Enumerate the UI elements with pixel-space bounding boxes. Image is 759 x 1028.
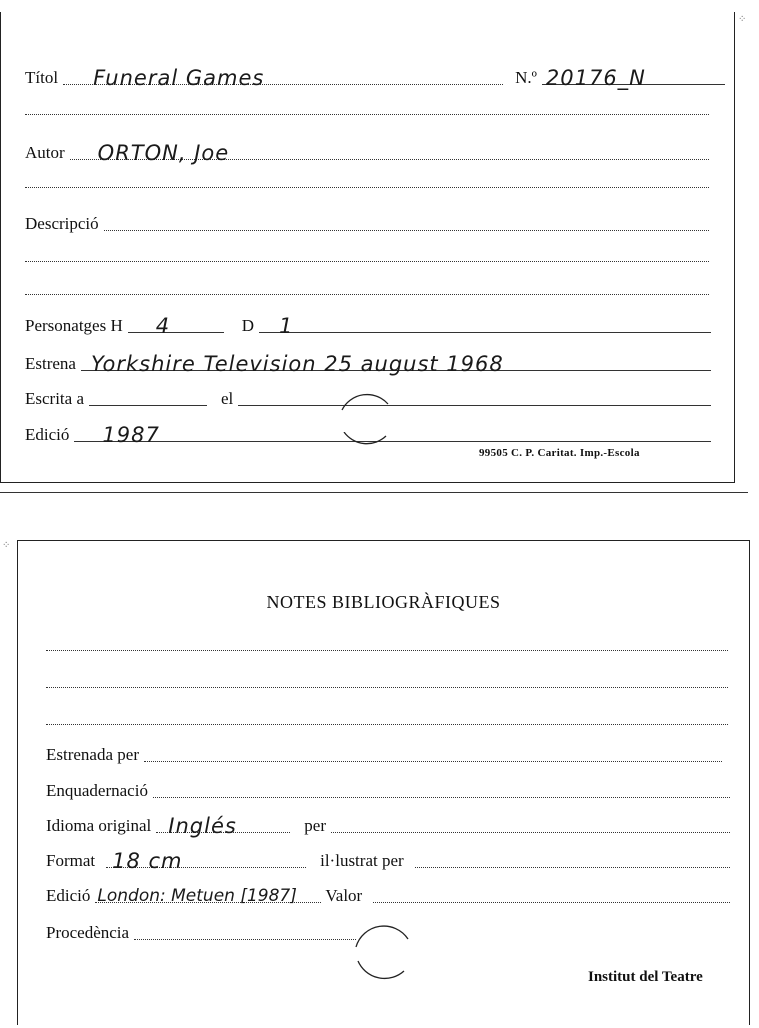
personatges-h-line <box>128 314 224 338</box>
procedencia-row <box>46 923 356 943</box>
autor-label: Autor <box>25 143 65 162</box>
autor-value: ORTON, Joe <box>97 141 230 165</box>
titol-value: Funeral Games <box>93 66 265 90</box>
enquadernacio-row <box>46 781 730 801</box>
format-value: 18 cm <box>112 849 183 873</box>
catalog-card-top <box>0 12 735 483</box>
titol-line <box>63 66 503 90</box>
separator-rule <box>0 492 748 493</box>
notes-line-1 <box>46 650 728 651</box>
autor-line <box>70 141 709 165</box>
valor-line <box>373 888 730 903</box>
corner-speck: ⁘ <box>738 14 747 25</box>
per-line <box>331 818 730 833</box>
estrenada-row <box>46 745 722 765</box>
estrena-value: Yorkshire Television 25 august 1968 <box>90 352 504 376</box>
edicio-bottom-label: Edició <box>46 886 91 905</box>
printer-imprint: 99505 C. P. Caritat. Imp.-Escola <box>479 447 640 459</box>
titol-extra-line <box>25 114 709 115</box>
format-row <box>46 851 730 871</box>
format-line <box>106 849 306 873</box>
notes-line-3 <box>46 724 728 725</box>
edicio-bottom-row <box>46 886 730 906</box>
autor-extra-line <box>25 187 709 188</box>
idioma-row <box>46 816 730 836</box>
escrita-line <box>89 391 207 406</box>
illustrat-line <box>415 853 730 868</box>
d-label: D <box>241 316 255 335</box>
descripcio-label: Descripció <box>25 214 99 233</box>
el-label: el <box>221 389 234 408</box>
card-hole-mark-bottom <box>350 917 414 983</box>
personatges-d-line <box>259 314 711 338</box>
descripcio-line <box>104 216 709 231</box>
procedencia-label: Procedència <box>46 923 130 942</box>
el-line <box>238 391 711 406</box>
estrena-label: Estrena <box>25 354 76 373</box>
titol-row <box>25 68 725 88</box>
edicio-value: 1987 <box>102 423 160 447</box>
personatges-label: Personatges H <box>25 316 123 335</box>
corner-speck-2: ⁘ <box>2 540 11 551</box>
idioma-label: Idioma original <box>46 816 152 835</box>
idioma-line <box>156 814 290 838</box>
notes-line-2 <box>46 687 728 688</box>
num-value: 20176_N <box>545 66 646 90</box>
illustrat-label: il·lustrat per <box>320 851 404 870</box>
descripcio-row <box>25 214 709 234</box>
autor-row <box>25 143 709 163</box>
enquadernacio-label: Enquadernació <box>46 781 148 800</box>
format-label: Format <box>46 851 96 870</box>
estrenada-label: Estrenada per <box>46 745 139 764</box>
num-label: N.º <box>515 68 537 87</box>
notes-title: NOTES BIBLIOGRÀFIQUES <box>266 592 501 612</box>
descripcio-line-3 <box>25 294 709 295</box>
num-line <box>542 66 725 90</box>
card-hole-mark <box>336 384 396 448</box>
descripcio-line-2 <box>25 261 709 262</box>
edicio-label: Edició <box>25 425 70 444</box>
personatges-d-value: 1 <box>279 314 294 338</box>
valor-label: Valor <box>325 886 363 905</box>
estrena-row <box>25 354 711 374</box>
edicio-bottom-value: London: Metuen [1987] <box>97 886 297 906</box>
estrenada-line <box>144 747 722 762</box>
personatges-h-value: 4 <box>155 314 171 338</box>
personatges-row <box>25 316 711 336</box>
enquadernacio-line <box>153 783 730 798</box>
titol-label: Títol <box>25 68 59 87</box>
institution-footer: Institut del Teatre <box>588 969 703 985</box>
catalog-card-bottom <box>17 540 750 1025</box>
per-label: per <box>304 816 326 835</box>
edicio-bottom-line <box>95 886 321 906</box>
idioma-value: Inglés <box>168 814 237 838</box>
procedencia-line <box>134 925 356 940</box>
estrena-line <box>81 352 711 376</box>
escrita-label: Escrita a <box>25 389 84 408</box>
